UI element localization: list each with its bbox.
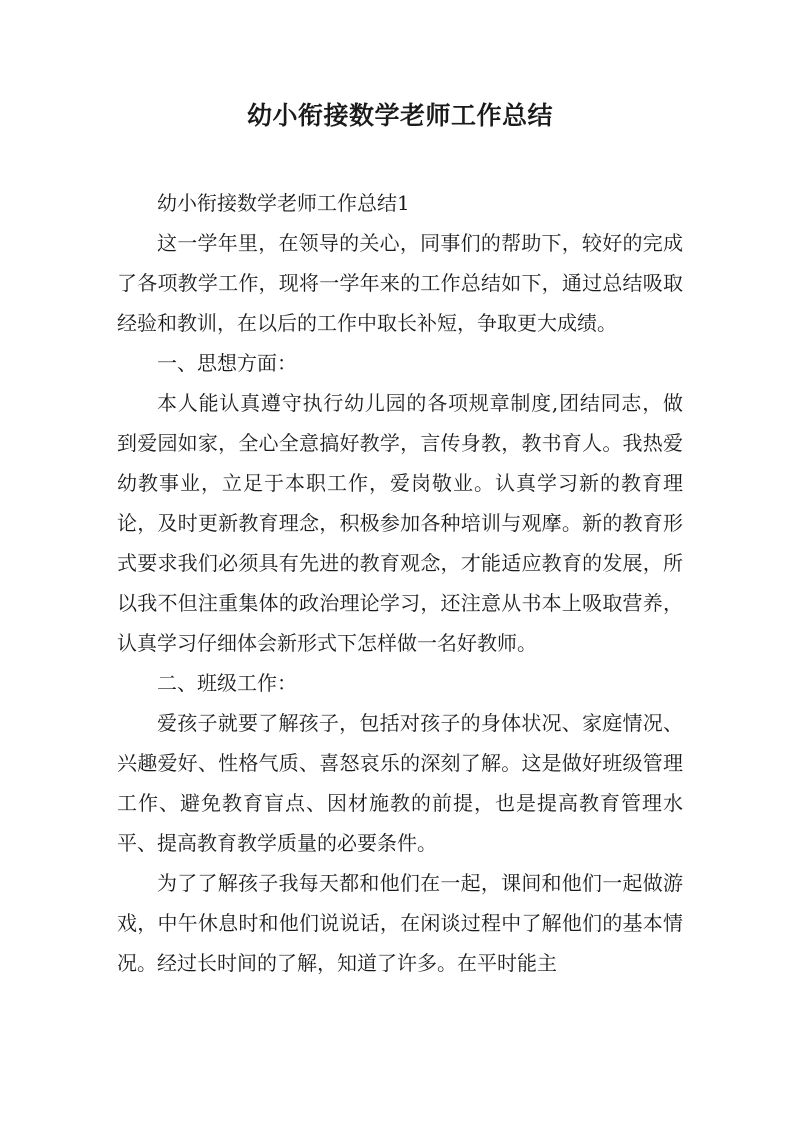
paragraph-thought: 本人能认真遵守执行幼儿园的各项规章制度,团结同志，做到爱园如家，全心全意搞好教学，言传身教，教书育人。我热爱幼教事业，立足于本职工作，爱岗敬业。认真学习新的教育理论，及时更新教育理念，积极参加各种培训与观摩。新的教育形式要求我们必须具有先进的教育观念，才能适应教育的发展，所以我不但注重集体的政治理论学习，还注意从书本上吸取营养，认真学习仔细体会新形式下怎样做一名好教师。 [117, 391, 683, 655]
paragraph-intro: 这一学年里，在领导的关心，同事们的帮助下，较好的完成了各项教学工作，现将一学年来的工作总结如下，通过总结吸取经验和教训，在以后的工作中取长补短，争取更大成绩。 [117, 231, 683, 335]
document-body [117, 183, 683, 983]
section-heading-1: 幼小衔接数学老师工作总结1 [157, 191, 410, 215]
paragraph-class-1: 爱孩子就要了解孩子，包括对孩子的身体状况、家庭情况、兴趣爱好、性格气质、喜怒哀乐的深刻了解。这是做好班级管理工作、避免教育盲点、因材施教的前提，也是提高教育管理水平、提高教育教学质量的必要条件。 [117, 711, 683, 855]
document-title: 幼小衔接数学老师工作总结 [246, 101, 553, 130]
section-heading-class: 二、班级工作： [157, 671, 297, 695]
section-heading-thought: 一、思想方面： [157, 351, 297, 375]
paragraph-class-2: 为了了解孩子我每天都和他们在一起，课间和他们一起做游戏，中午休息时和他们说说话，在闲谈过程中了解他们的基本情况。经过长时间的了解，知道了许多。在平时能主 [117, 871, 683, 975]
